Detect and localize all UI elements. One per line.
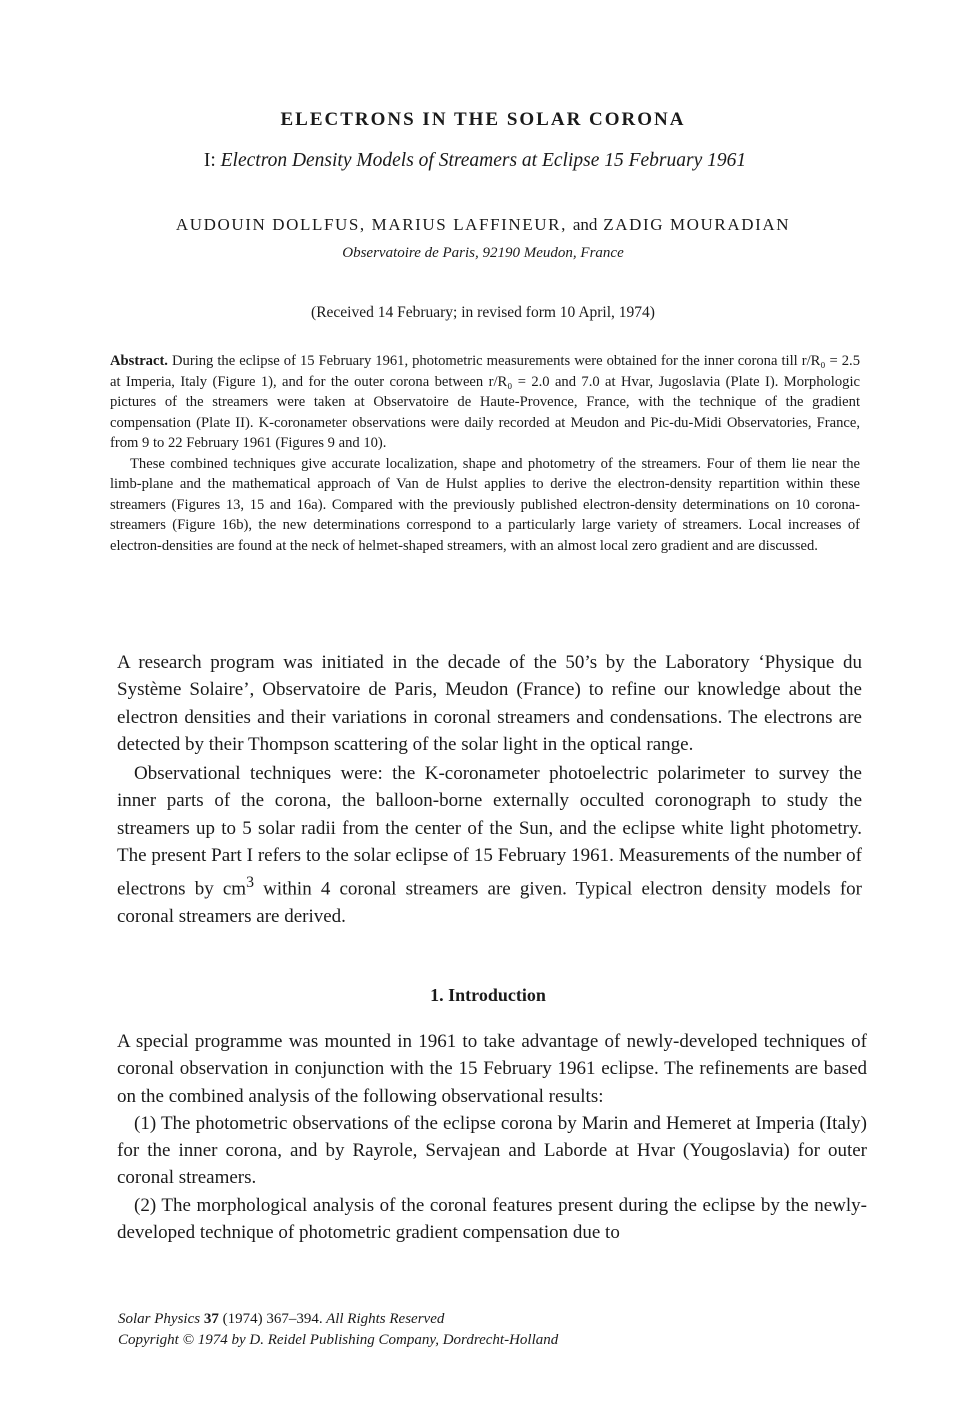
- footer-year-pages: (1974) 367–394.: [222, 1311, 323, 1327]
- body-paragraph-2-b: within 4 coronal streamers are given. Typical electron density models for coronal streamers are derived.: [117, 878, 862, 927]
- footer-citation: [118, 1309, 818, 1330]
- footer-copyright: Copyright © 1974 by D. Reidel Publishing Company, Dordrecht-Holland: [118, 1332, 559, 1348]
- footer-volume: 37: [203, 1311, 219, 1327]
- footer-rights: All Rights Reserved: [326, 1311, 445, 1327]
- subtitle-numeral: I:: [203, 150, 216, 171]
- section-item-1: (1) The photometric observations of the eclipse corona by Marin and Hemeret at Imperia (Italy) for the inner corona, and by Rayrole, Servajean and Laborde at Hvar (Yougoslavia) for outer coronal streamers.: [117, 1112, 867, 1189]
- affiliation: Observatoire de Paris, 92190 Meudon, France: [342, 245, 624, 261]
- authors-last: ZADIG MOURADIAN: [603, 215, 791, 234]
- authors-main: AUDOUIN DOLLFUS, MARIUS LAFFINEUR,: [175, 215, 567, 234]
- abstract-paragraph-1: [110, 351, 860, 454]
- paper-title: ELECTRONS IN THE SOLAR CORONA: [280, 109, 686, 130]
- body-paragraph-2-sup: 3: [246, 874, 254, 892]
- section-paragraph-1: A special programme was mounted in 1961 to take advantage of newly-developed techniques of coronal observation in conjunction with the 15 February 1961 eclipse. The refinements are based on the combined analysis of the following observational results:: [117, 1031, 867, 1107]
- author-list: [0, 215, 966, 235]
- paper-subtitle: [0, 150, 950, 172]
- footer-journal: Solar Physics: [118, 1311, 201, 1327]
- abstract: [110, 351, 860, 556]
- abstract-paragraph-2: These combined techniques give accurate localization, shape and photometry of the streamers. Four of them lie near the limb-plane and the mathematical approach of Van de Hulst applies to derive the electron-density repartition within these streamers (Figures 13, 15 and 16a). Compared with the previously published electron-density determinations on 10 corona-streamers (Figure 16b), the new determinations correspond to a particularly large variety of streamers. Local increases of electron-densities are found at the neck of helmet-shaped streamers, with an almost local zero gradient and are discussed.: [110, 455, 860, 554]
- abstract-text-1: During the eclipse of 15 February 1961, photometric measurements were obtained for the inner corona till r/R₀ = 2.5 at Imperia, Italy (Figure 1), and for the outer corona between r/R₀ = 2.0 and 7.0 at Hvar, Jugoslavia (Plate I). Morphologic pictures of the streamers were taken at Observatoire de Haute-Provence, France, with the technique of the gradient compensation (Plate II). K-coronameter observations were daily recorded at Meudon and Pic-du-Midi Observatories, France, from 9 to 22 February 1961 (Figures 9 and 10).: [110, 353, 860, 451]
- abstract-label: Abstract.: [110, 353, 168, 369]
- body-paragraph-2-a: Observational techniques were: the K-coronameter photoelectric polarimeter to survey the inner parts of the corona, the balloon-borne externally occulted coronograph to study the streamers up to 5 solar radii from the center of the Sun, and the eclipse white light photometry. The present Part I refers to the solar eclipse of 15 February 1961. Measurements of the number of electrons by cm: [117, 763, 862, 900]
- section-body: [117, 1028, 867, 1246]
- received-date: (Received 14 February; in revised form 10 April, 1974): [311, 304, 655, 321]
- body-intro: [117, 649, 862, 930]
- authors-and: and: [572, 215, 598, 234]
- subtitle-text: Electron Density Models of Streamers at Eclipse 15 February 1961: [220, 150, 747, 171]
- body-paragraph-1: A research program was initiated in the decade of the 50’s by the Laboratory ‘Physique du Système Solaire’, Observatoire de Paris, Meudon (France) to refine our knowledge about the electron densities and their variations in coronal streamers and condensations. The electrons are detected by their Thompson scattering of the solar light in the optical range.: [117, 652, 862, 755]
- section-item-2: (2) The morphological analysis of the coronal features present during the eclipse by the newly-developed technique of photometric gradient compensation due to: [117, 1194, 867, 1244]
- body-paragraph-2: [117, 760, 862, 930]
- section-heading: 1. Introduction: [430, 985, 546, 1005]
- page-footer: [118, 1309, 818, 1351]
